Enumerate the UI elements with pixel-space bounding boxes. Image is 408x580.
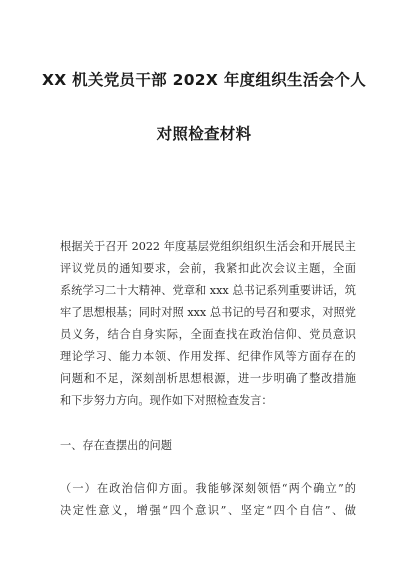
intro-line: 理论学习、能力本领、作用发挥、纪律作风等方面存在的 — [60, 350, 356, 363]
section-heading-1: 一、存在查摆出的问题 — [60, 439, 172, 452]
intro-line: 系统学习二十大精神、党章和 xxx 总书记系列重要讲话，筑 — [60, 284, 356, 297]
intro-line: 和下步努力方向。现作如下对照检查发言： — [60, 394, 273, 407]
section-1-line: 决定性意义，增强“四个意识”、坚定“四个自信”、做 — [60, 504, 356, 517]
intro-line: 问题和不足，深刻剖析思想根源，进一步明确了整改措施 — [60, 372, 356, 385]
document-title-line-1: XX 机关党员干部 202X 年度组织生活会个人 — [41, 71, 367, 89]
section-1-paragraph — [60, 478, 356, 522]
intro-line: 员义务，结合自身实际，全面查找在政治信仰、党员意识 — [60, 328, 356, 341]
intro-line: 评议党员的通知要求，会前，我紧扣此次会议主题，全面 — [60, 262, 356, 275]
document-title-line-2: 对照检查材料 — [156, 125, 252, 143]
intro-line: 根据关于召开 2022 年度基层党组织组织生活会和开展民主 — [60, 240, 356, 253]
intro-paragraph — [60, 236, 356, 412]
section-1-line: （一）在政治信仰方面。我能够深刻领悟“两个确立”的 — [60, 482, 356, 495]
intro-line: 牢了思想根基；同时对照 xxx 总书记的号召和要求，对照党 — [60, 306, 356, 319]
